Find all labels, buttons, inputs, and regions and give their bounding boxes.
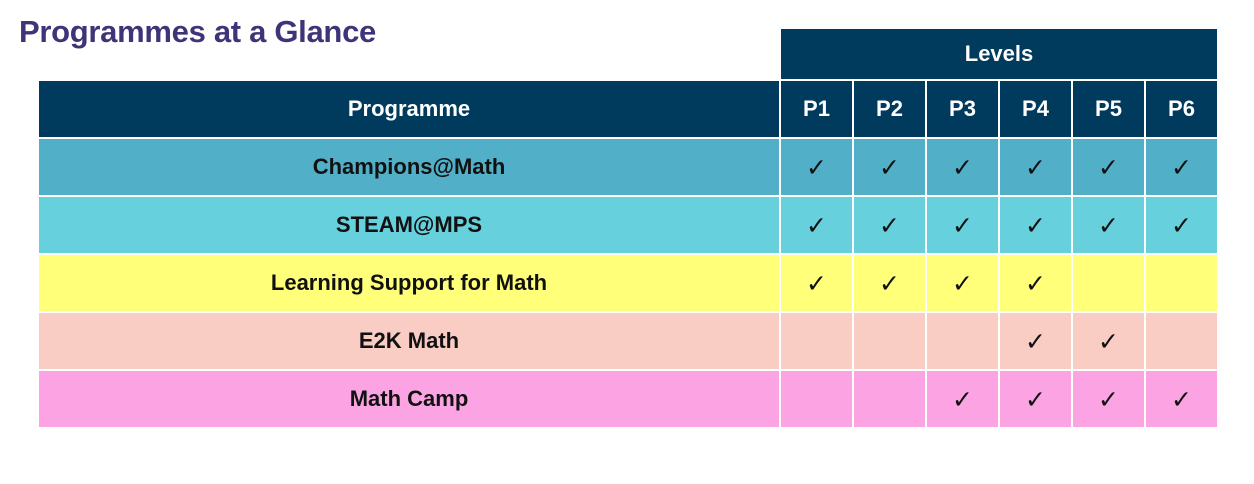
- level-header: P5: [1072, 80, 1145, 138]
- page-title: Programmes at a Glance: [19, 14, 376, 49]
- check-mark-cell: ✓: [999, 370, 1072, 428]
- level-header: P3: [926, 80, 999, 138]
- level-header: P1: [780, 80, 853, 138]
- check-mark-cell: ✓: [999, 312, 1072, 370]
- table-row: [38, 370, 1218, 428]
- check-mark-cell: ✓: [1072, 312, 1145, 370]
- check-mark-cell: ✓: [1145, 370, 1218, 428]
- level-cell: [780, 312, 853, 370]
- check-mark-cell: ✓: [999, 196, 1072, 254]
- check-mark-cell: ✓: [926, 138, 999, 196]
- check-mark-cell: ✓: [1072, 196, 1145, 254]
- check-mark-cell: ✓: [1145, 138, 1218, 196]
- check-mark-cell: ✓: [926, 254, 999, 312]
- check-mark-cell: ✓: [780, 254, 853, 312]
- check-mark-cell: ✓: [1072, 370, 1145, 428]
- level-cell: [853, 370, 926, 428]
- check-mark-cell: ✓: [999, 254, 1072, 312]
- check-mark-cell: ✓: [926, 370, 999, 428]
- level-cell: [926, 312, 999, 370]
- level-cell: [853, 312, 926, 370]
- check-mark-cell: ✓: [1072, 138, 1145, 196]
- level-cell: [1072, 254, 1145, 312]
- check-mark-cell: ✓: [999, 138, 1072, 196]
- check-mark-cell: ✓: [780, 196, 853, 254]
- levels-group-header: Levels: [780, 28, 1218, 80]
- check-mark-cell: ✓: [853, 254, 926, 312]
- header-spacer: [38, 28, 780, 80]
- table-row: [38, 138, 1218, 196]
- table-row: [38, 254, 1218, 312]
- table-row: [38, 312, 1218, 370]
- level-cell: [780, 370, 853, 428]
- check-mark-cell: ✓: [853, 138, 926, 196]
- check-mark-cell: ✓: [853, 196, 926, 254]
- table-row: [38, 196, 1218, 254]
- programmes-table: [37, 27, 1219, 429]
- level-header: P4: [999, 80, 1072, 138]
- programme-name: Math Camp: [38, 370, 780, 428]
- programme-name: Champions@Math: [38, 138, 780, 196]
- level-header: P6: [1145, 80, 1218, 138]
- check-mark-cell: ✓: [926, 196, 999, 254]
- programme-column-header: Programme: [38, 80, 780, 138]
- programme-name: STEAM@MPS: [38, 196, 780, 254]
- check-mark-cell: ✓: [1145, 196, 1218, 254]
- programme-name: E2K Math: [38, 312, 780, 370]
- levels-group-header-row: [38, 28, 1218, 80]
- column-header-row: [38, 80, 1218, 138]
- programme-name: Learning Support for Math: [38, 254, 780, 312]
- check-mark-cell: ✓: [780, 138, 853, 196]
- level-cell: [1145, 312, 1218, 370]
- level-cell: [1145, 254, 1218, 312]
- level-header: P2: [853, 80, 926, 138]
